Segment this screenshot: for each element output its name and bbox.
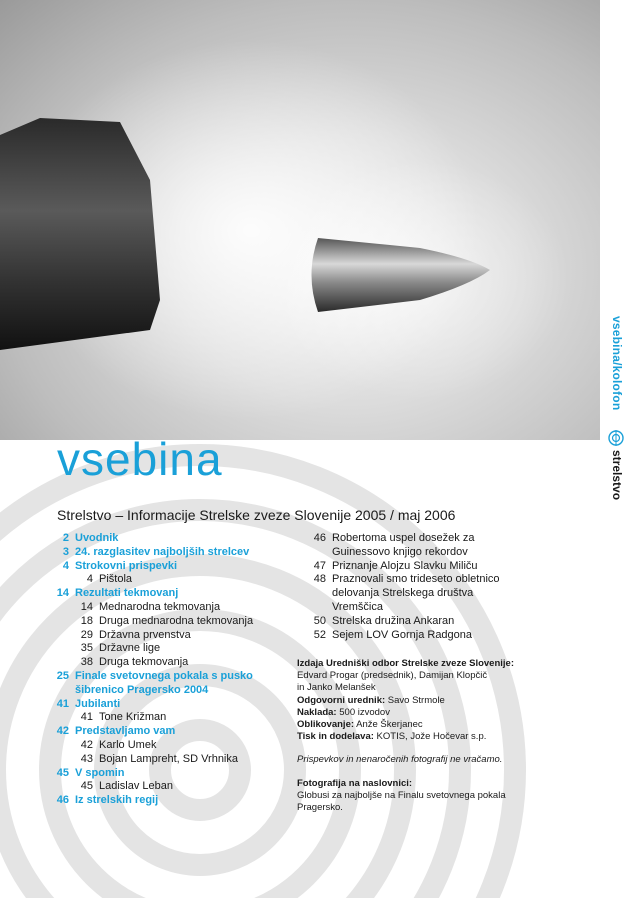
toc-entry[interactable]: [52, 670, 292, 684]
colophon: [297, 658, 537, 814]
toc-title: Finale svetovnega pokala s pusko: [75, 669, 253, 682]
toc-title: Guinessovo knjigo rekordov: [332, 545, 468, 558]
submission-note: Prispevkov in nenaročenih fotografij ne vračamo.: [297, 754, 503, 766]
toc-title: Tone Križman: [99, 711, 167, 724]
toc-entry[interactable]: [310, 615, 520, 629]
target-icon: [608, 430, 624, 446]
toc-entry[interactable]: [52, 629, 292, 643]
toc-title: Predstavljamo vam: [75, 725, 176, 738]
toc-entry[interactable]: [310, 560, 520, 574]
toc-title: Iz strelskih regij: [75, 794, 159, 807]
editor-line: Odgovorni urednik: Savo Strmole: [297, 694, 445, 706]
toc-entry[interactable]: [52, 753, 292, 767]
toc-title: Rezultati tekmovanj: [75, 587, 179, 600]
toc-entry[interactable]: [52, 684, 292, 698]
toc-title: šibrenico Pragersko 2004: [75, 683, 209, 696]
page-title: vsebina: [57, 433, 223, 485]
toc-entry[interactable]: [52, 739, 292, 753]
toc-page-number: 14: [56, 587, 69, 600]
toc-entry[interactable]: [52, 698, 292, 712]
toc-entry[interactable]: [52, 601, 292, 615]
toc-page-number: 35: [80, 642, 93, 655]
toc-entry[interactable]: [310, 573, 520, 587]
toc-page-number: 41: [56, 697, 69, 710]
toc-title: Praznovali smo trideseto obletnico: [332, 573, 500, 586]
toc-title: Strelska družina Ankaran: [332, 614, 455, 627]
sidebar-brand-label: strelstvo: [610, 450, 624, 501]
toc-page-number: 46: [56, 794, 69, 807]
toc-title: delovanja Strelskega društva: [332, 587, 474, 600]
page-subtitle: Strelstvo – Informacije Strelske zveze Slovenije 2005 / maj 2006: [57, 507, 456, 523]
toc-title: Državne lige: [99, 642, 161, 655]
toc-title: Uvodnik: [75, 532, 119, 544]
toc-entry[interactable]: [52, 615, 292, 629]
toc-page-number: 46: [313, 532, 326, 544]
print-run-line: Naklada: 500 izvodov: [297, 706, 390, 718]
publisher-line: in Janko Melanšek: [297, 682, 376, 694]
toc-page-number: 3: [62, 545, 69, 558]
toc-title: Priznanje Alojzu Slavku Miliču: [332, 559, 478, 572]
cover-photo-label: Fotografija na naslovnici:: [297, 777, 413, 789]
publisher-line: Edvard Progar (predsednik), Damijan Klopčič: [297, 670, 488, 682]
toc-page-number: 52: [313, 628, 326, 641]
toc-title: Karlo Umek: [99, 738, 157, 751]
toc-page-number: 38: [80, 656, 93, 669]
printing-line: Tisk in dodelava: KOTIS, Jože Hočevar s.p.: [297, 731, 487, 743]
toc-entry[interactable]: [52, 573, 292, 587]
cover-photo-pistol-bullet: [0, 0, 600, 440]
toc-entry[interactable]: [52, 725, 292, 739]
toc-title: Robertoma uspel dosežek za: [332, 532, 475, 544]
toc-entry[interactable]: [52, 587, 292, 601]
toc-title: 24. razglasitev najboljših strelcev: [75, 545, 250, 558]
toc-page-number: 2: [62, 532, 69, 544]
toc-title: Pištola: [99, 573, 133, 586]
toc-page-number: 25: [56, 669, 69, 682]
toc-page-number: 4: [86, 573, 93, 586]
toc-entry[interactable]: [310, 546, 520, 560]
table-of-contents-left: [52, 532, 292, 808]
toc-title: Ladislav Leban: [99, 780, 174, 793]
toc-entry[interactable]: [52, 532, 292, 546]
table-of-contents-right: [310, 532, 520, 642]
toc-entry[interactable]: [52, 794, 292, 808]
toc-page-number: 45: [56, 766, 69, 779]
toc-page-number: 4: [62, 559, 69, 572]
toc-page-number: 42: [80, 738, 93, 751]
toc-page-number: 47: [313, 559, 326, 572]
cover-photo-caption: Pragersko.: [297, 802, 343, 814]
toc-entry[interactable]: [310, 532, 520, 546]
toc-title: Vremščica: [332, 600, 383, 613]
toc-page-number: 18: [80, 614, 93, 627]
toc-entry[interactable]: [310, 587, 520, 601]
right-sidebar: [600, 0, 633, 898]
toc-page-number: 43: [80, 752, 93, 765]
toc-entry[interactable]: [52, 656, 292, 670]
toc-entry[interactable]: [52, 560, 292, 574]
toc-entry[interactable]: [52, 546, 292, 560]
toc-title: V spomin: [75, 766, 125, 779]
toc-title: Druga tekmovanja: [99, 656, 189, 669]
cover-photo-caption: Globusi za najboljše na Finalu svetovnega pokala: [297, 789, 506, 801]
toc-entry[interactable]: [310, 629, 520, 643]
toc-entry[interactable]: [52, 642, 292, 656]
toc-page-number: 29: [80, 628, 93, 641]
toc-title: Mednarodna tekmovanja: [99, 600, 221, 613]
toc-page-number: 50: [313, 614, 326, 627]
toc-entry[interactable]: [52, 780, 292, 794]
toc-title: Strokovni prispevki: [75, 559, 178, 572]
publisher-label: Izdaja Uredniški odbor Strelske zveze Slovenije:: [297, 658, 514, 669]
design-line: Oblikovanje: Anže Škerjanec: [297, 719, 423, 731]
toc-entry[interactable]: [52, 711, 292, 725]
toc-entry[interactable]: [52, 767, 292, 781]
toc-page-number: 48: [313, 573, 326, 586]
toc-entry[interactable]: [310, 601, 520, 615]
sidebar-section-label: vsebina/kolofon: [610, 316, 624, 411]
toc-title: Bojan Lampreht, SD Vrhnika: [99, 752, 238, 765]
toc-page-number: 41: [80, 711, 93, 724]
toc-title: Državna prvenstva: [99, 628, 191, 641]
toc-page-number: 45: [80, 780, 93, 793]
toc-title: Jubilanti: [75, 697, 121, 710]
toc-page-number: 14: [80, 600, 93, 613]
toc-title: Sejem LOV Gornja Radgona: [332, 628, 473, 641]
toc-page-number: 42: [56, 725, 69, 738]
toc-title: Druga mednarodna tekmovanja: [99, 614, 254, 627]
